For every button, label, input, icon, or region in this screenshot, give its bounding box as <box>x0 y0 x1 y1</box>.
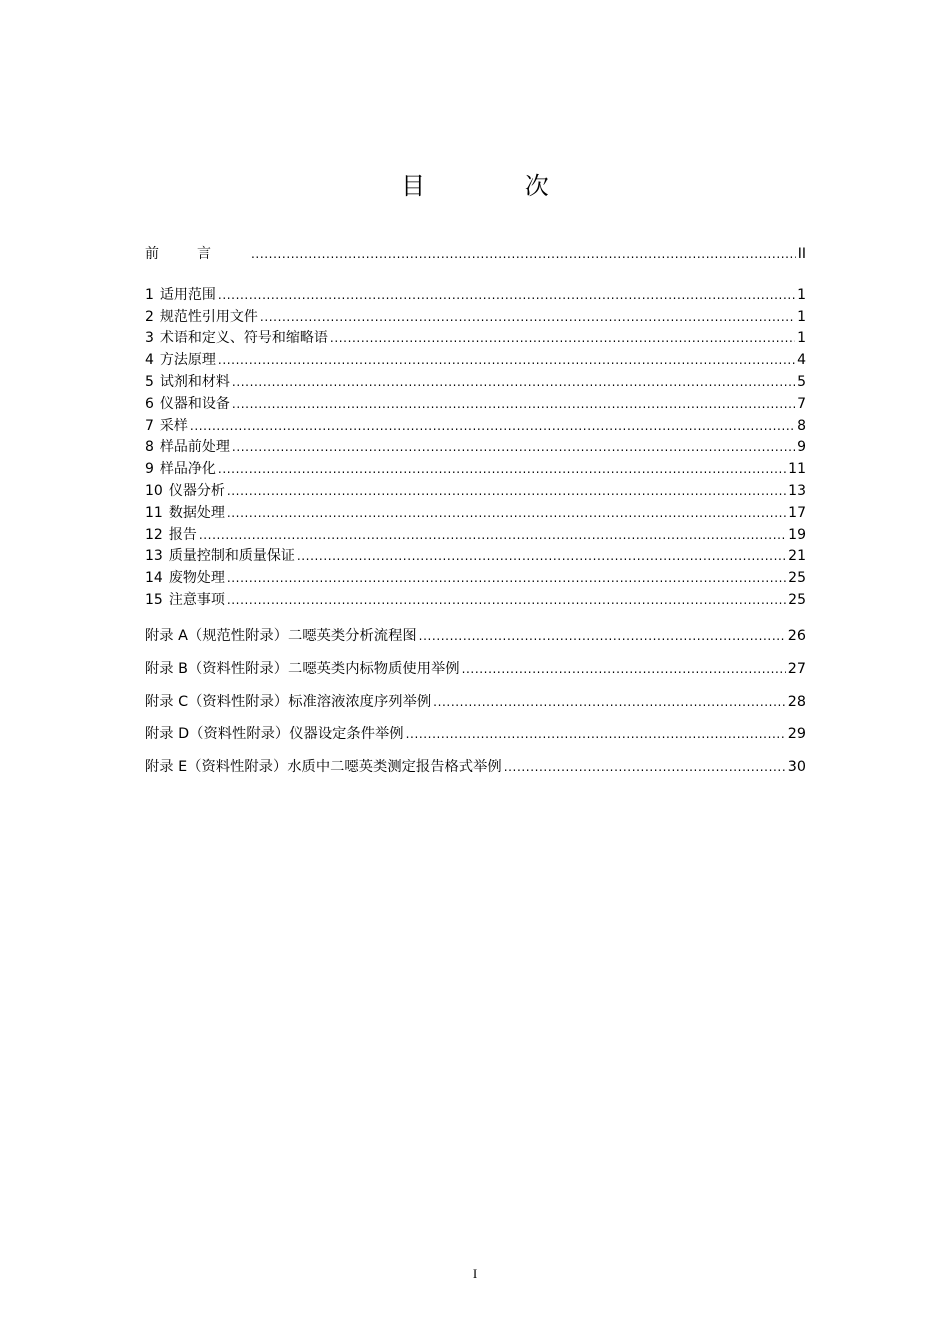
leader-dots <box>232 372 795 394</box>
toc-entry-page: 4 <box>797 352 806 369</box>
toc-entry-page: 17 <box>788 504 806 521</box>
toc-entry[interactable] <box>145 328 806 350</box>
toc-entry[interactable] <box>145 307 806 329</box>
toc-entry-number: 14 <box>145 570 163 587</box>
leader-dots <box>462 653 786 686</box>
leader-dots <box>297 546 786 568</box>
toc-entry-number: 6 <box>145 395 154 412</box>
toc-entry-label: 术语和定义、符号和缩略语 <box>159 330 328 347</box>
toc-entry-page: 1 <box>797 308 806 325</box>
toc-entry-preface[interactable] <box>145 244 806 266</box>
toc-entry-label: 样品前处理 <box>159 439 230 456</box>
toc-entry-number: 9 <box>145 461 154 478</box>
toc-entry-page: 19 <box>788 526 806 543</box>
toc-entry-label: 采样 <box>159 417 188 434</box>
toc-entry-page: 5 <box>797 373 806 390</box>
toc-entry[interactable] <box>145 718 806 751</box>
toc-entry[interactable] <box>145 394 806 416</box>
toc-entry-label: 数据处理 <box>168 504 225 521</box>
toc-entry[interactable] <box>145 503 806 525</box>
toc-entry-label: 样品净化 <box>159 461 216 478</box>
toc-entry-label: 质量控制和质量保证 <box>168 548 295 565</box>
toc-entry-label: 规范性引用文件 <box>159 308 258 325</box>
toc-list <box>145 244 806 612</box>
toc-entry[interactable] <box>145 416 806 438</box>
toc-entry-number: 11 <box>145 504 163 521</box>
toc-entry-label: 附录 D（资料性附录）仪器设定条件举例 <box>145 726 404 743</box>
toc-entry[interactable] <box>145 546 806 568</box>
toc-entry-number: 12 <box>145 526 163 543</box>
leader-dots <box>232 437 795 459</box>
page-title: 目 次 <box>401 172 595 200</box>
toc-entry[interactable] <box>145 437 806 459</box>
toc-entry-number: 13 <box>145 548 163 565</box>
toc-entry-label: 附录 A（规范性附录）二噁英类分析流程图 <box>145 628 417 644</box>
leader-dots <box>504 751 786 784</box>
toc-entry-page: 25 <box>788 570 806 587</box>
toc-entry-label: 注意事项 <box>168 591 225 608</box>
toc-entry-page: 9 <box>797 439 806 456</box>
leader-dots <box>330 328 795 350</box>
toc-entry-label: 仪器分析 <box>168 482 225 499</box>
toc-entry-page: 7 <box>797 395 806 412</box>
toc-entry[interactable] <box>145 568 806 590</box>
toc-entry-number: 5 <box>145 373 154 390</box>
toc-entry-label <box>145 244 249 266</box>
toc-entry-number: 4 <box>145 352 154 369</box>
toc-entry-label: 方法原理 <box>159 352 216 369</box>
leader-dots <box>199 525 786 547</box>
toc-annexes <box>145 620 806 784</box>
leader-dots <box>232 394 795 416</box>
leader-dots <box>218 350 795 372</box>
toc-entry[interactable] <box>145 525 806 547</box>
toc-entry[interactable] <box>145 751 806 784</box>
toc-entry-label: 仪器和设备 <box>159 395 230 412</box>
toc-entry-page: 21 <box>788 548 806 565</box>
toc-chapters <box>145 285 806 612</box>
toc-entry-number: 15 <box>145 591 163 608</box>
toc-entry[interactable] <box>145 590 806 612</box>
leader-dots <box>433 686 786 719</box>
toc-entry[interactable] <box>145 653 806 686</box>
toc-entry-number: 3 <box>145 330 154 347</box>
toc-entry-page: 25 <box>788 591 806 608</box>
toc-entry-number: 10 <box>145 482 163 499</box>
toc-entry[interactable] <box>145 686 806 719</box>
toc-entry-label: 附录 B（资料性附录）二噁英类内标物质使用举例 <box>145 660 460 677</box>
toc-entry-label: 报告 <box>168 526 197 543</box>
toc-entry-label: 废物处理 <box>168 570 225 587</box>
toc-entry[interactable] <box>145 285 806 307</box>
leader-dots <box>227 568 786 590</box>
leader-dots <box>218 459 786 481</box>
toc-entry-page: II <box>797 246 806 262</box>
leader-dots <box>227 590 786 612</box>
toc-entry-page: 27 <box>787 660 806 677</box>
leader-dots <box>218 285 795 307</box>
leader-dots <box>227 481 786 503</box>
toc-entry[interactable] <box>145 350 806 372</box>
toc-entry[interactable] <box>145 620 806 653</box>
toc-entry-number: 1 <box>145 286 154 303</box>
leader-dots <box>251 244 796 266</box>
toc-entry[interactable] <box>145 372 806 394</box>
toc-entry[interactable] <box>145 481 806 503</box>
toc-entry-label: 试剂和材料 <box>159 373 230 390</box>
toc-entry-page: 1 <box>797 286 806 303</box>
toc-entry-page: 30 <box>787 759 806 776</box>
toc-entry-page: 29 <box>787 726 806 743</box>
toc-entry-page: 28 <box>787 693 806 710</box>
preface-label: 前言 <box>145 246 249 262</box>
toc-entry-number: 2 <box>145 308 154 325</box>
toc-entry-number: 7 <box>145 417 154 434</box>
toc-entry-label: 附录 E（资料性附录）水质中二噁英类测定报告格式举例 <box>145 759 502 776</box>
toc-entry-page: 26 <box>787 628 806 644</box>
toc-entry-page: 11 <box>788 461 806 478</box>
toc-entry-page: 1 <box>797 330 806 347</box>
leader-dots <box>406 718 786 751</box>
page-number: I <box>472 1266 478 1281</box>
leader-dots <box>419 620 786 653</box>
toc-entry-label: 附录 C（资料性附录）标准溶液浓度序列举例 <box>145 693 432 710</box>
toc-entry-number: 8 <box>145 439 154 456</box>
toc-entry-label: 适用范围 <box>159 286 216 303</box>
toc-entry-page: 8 <box>797 417 806 434</box>
leader-dots <box>227 503 786 525</box>
leader-dots <box>260 307 795 329</box>
toc-entry-page: 13 <box>788 482 806 499</box>
leader-dots <box>190 416 795 438</box>
toc-entry[interactable] <box>145 459 806 481</box>
